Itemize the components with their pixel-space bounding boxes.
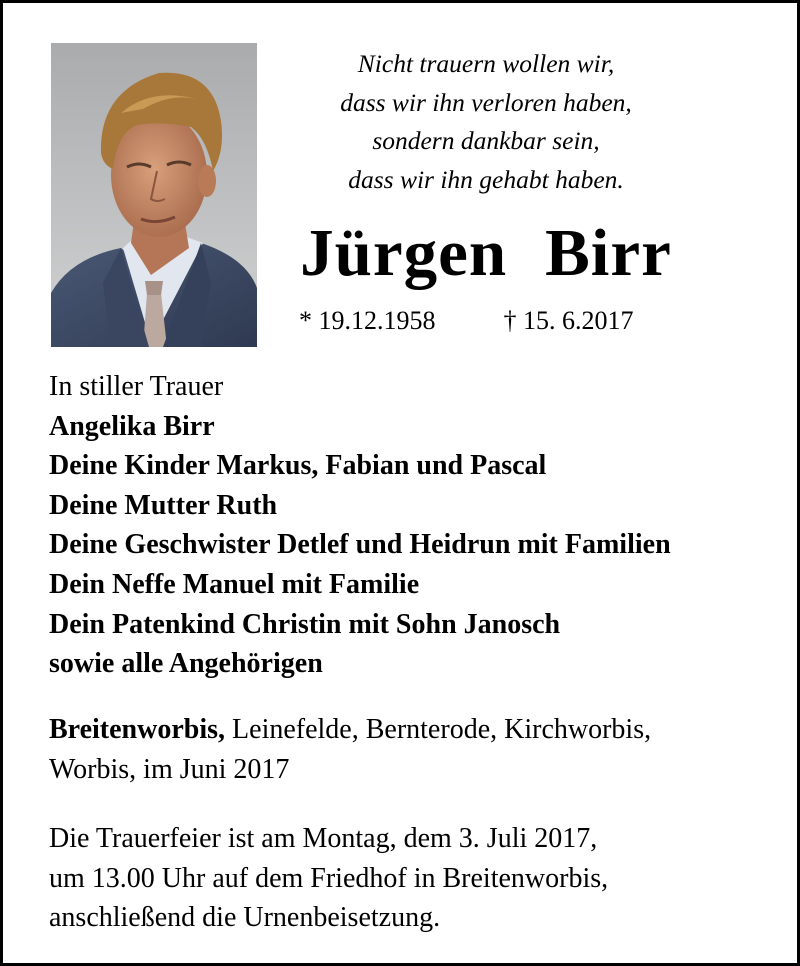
other-places: Leinefelde, Bernterode, Kirchworbis,: [225, 714, 652, 745]
deceased-name: [261, 210, 711, 296]
poem-line: dass wir ihn verloren haben,: [340, 87, 632, 117]
ceremony-info: [49, 819, 789, 938]
mourning-intro: In stiller Trauer: [49, 371, 224, 402]
life-dates: [299, 304, 634, 338]
last-name: Birr: [545, 216, 672, 290]
mourner-line: Deine Geschwister Detlef und Heidrun mit Familien: [49, 529, 671, 561]
main-place: Breitenworbis,: [49, 714, 226, 745]
poem-line: Nicht trauern wollen wir,: [357, 49, 615, 78]
mourner-line: sowie alle Angehörigen: [49, 648, 323, 680]
ceremony-line: um 13.00 Uhr auf dem Friedhof in Breitenworbis,: [49, 862, 609, 894]
portrait-photo: [51, 43, 257, 347]
poem-line: dass wir ihn gehabt haben.: [348, 164, 624, 194]
birth-date: * 19.12.1958: [299, 306, 436, 335]
mourner-line: Angelika Birr: [49, 410, 215, 442]
mourners-list: [49, 367, 789, 684]
poem-line: sondern dankbar sein,: [372, 126, 600, 155]
death-cross-icon: †: [503, 306, 517, 335]
places-and-date: [49, 710, 789, 789]
mourner-line: Deine Kinder Markus, Fabian und Pascal: [49, 450, 547, 482]
places-date-line: Worbis, im Juni 2017: [49, 753, 290, 785]
first-name: Jürgen: [300, 216, 508, 290]
mourner-line: Dein Neffe Manuel mit Familie: [49, 568, 420, 600]
mourner-line: Deine Mutter Ruth: [49, 489, 278, 521]
ceremony-line: Die Trauerfeier ist am Montag, dem 3. Juli 2017,: [49, 823, 598, 854]
ceremony-line: anschließend die Urnenbeisetzung.: [49, 902, 441, 933]
death-date: 15. 6.2017: [523, 306, 634, 335]
mourner-line: Dein Patenkind Christin mit Sohn Janosch: [49, 608, 561, 640]
memorial-poem: [279, 45, 693, 199]
portrait-illustration: [51, 43, 257, 347]
